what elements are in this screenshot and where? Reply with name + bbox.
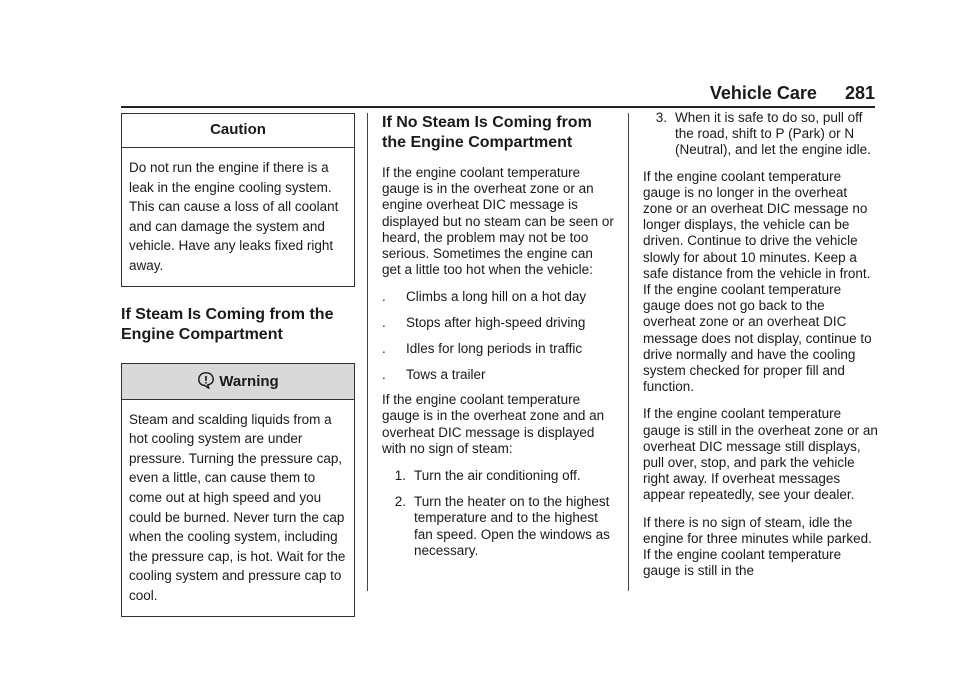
- paragraph-1: If the engine coolant temperature gauge is no longer in the overheat zone or an overheat DIC message no longer displays, the vehicle can be driven. Continue to drive the vehicle slowly for about 10 minutes. Keep a safe distance from the vehicle in front. If the engine coolant temperature gauge does not go back to the overheat zone or an overheat DIC message does not display, continue to drive normally and have the cooling system checked for proper fill and function.: [643, 168, 872, 395]
- paragraph-3: If there is no sign of steam, idle the engine for three minutes while parked. If the engine coolant temperature gauge is still in the: [643, 514, 872, 579]
- column-divider: [367, 113, 368, 591]
- page-number: 281: [844, 83, 875, 103]
- heading-steam: If Steam Is Coming from the Engine Compartment: [121, 305, 334, 343]
- list-item: . Tows a trailer: [382, 366, 486, 382]
- caution-title: Caution: [122, 114, 354, 148]
- caution-body: Do not run the engine if there is a leak in the engine cooling system. This can cause a loss of all coolant and can damage the system and vehicle. Have any leaks fixed right away.: [129, 160, 339, 273]
- paragraph-2: If the engine coolant temperature gauge is in the overheat zone and an overheat DIC message is displayed with no sign of steam:: [382, 392, 605, 456]
- warning-title-row: [122, 364, 354, 400]
- page-header: [121, 82, 875, 108]
- list-item: . Idles for long periods in traffic: [382, 340, 583, 356]
- warning-box: [121, 363, 355, 617]
- column-3: [643, 110, 878, 590]
- step-item: 2. Turn the heater on to the highest temperature and to the highest fan speed. Open the windows as necessary.: [394, 494, 610, 558]
- paragraph-2: If the engine coolant temperature gauge is still in the overheat zone or an overheat DIC message still displays, pull over, stop, and park the vehicle right away. If overheat messages appear repeatedly, see your dealer.: [643, 406, 878, 503]
- step-item: 3. When it is safe to do so, pull off the road, shift to P (Park) or N (Neutral), and let the engine idle.: [655, 110, 871, 158]
- warning-body: Steam and scalding liquids from a hot cooling system are under pressure. Turning the pressure cap, even a little, can cause them to come out at high speed and you could be burned. Never turn the cap when the cooling system, including the pressure cap, is hot. Wait for the cooling system and pressure cap to cool.: [129, 411, 346, 603]
- intro-paragraph: If the engine coolant temperature gauge is in the overheat zone or an engine overheat DIC message is displayed but no steam can be seen or heard, the problem may not be too serious. Sometimes the engine can get a little too hot when the vehicle:: [382, 165, 614, 278]
- warning-title: Warning: [219, 372, 279, 390]
- caution-box: [121, 113, 355, 287]
- column-2: [382, 113, 614, 569]
- heading-no-steam: If No Steam Is Coming from the Engine Compartment: [382, 114, 592, 151]
- column-1: [121, 113, 355, 617]
- steps-list: [382, 468, 614, 559]
- condition-list: [382, 289, 614, 382]
- section-title: Vehicle Care: [709, 83, 817, 103]
- steps-list-continued: [643, 110, 878, 159]
- warning-icon: [197, 371, 215, 389]
- column-divider: [628, 113, 629, 591]
- step-item: 1. Turn the air conditioning off.: [394, 468, 581, 484]
- list-item: . Climbs a long hill on a hot day: [382, 289, 587, 305]
- list-item: . Stops after high-speed driving: [382, 315, 586, 331]
